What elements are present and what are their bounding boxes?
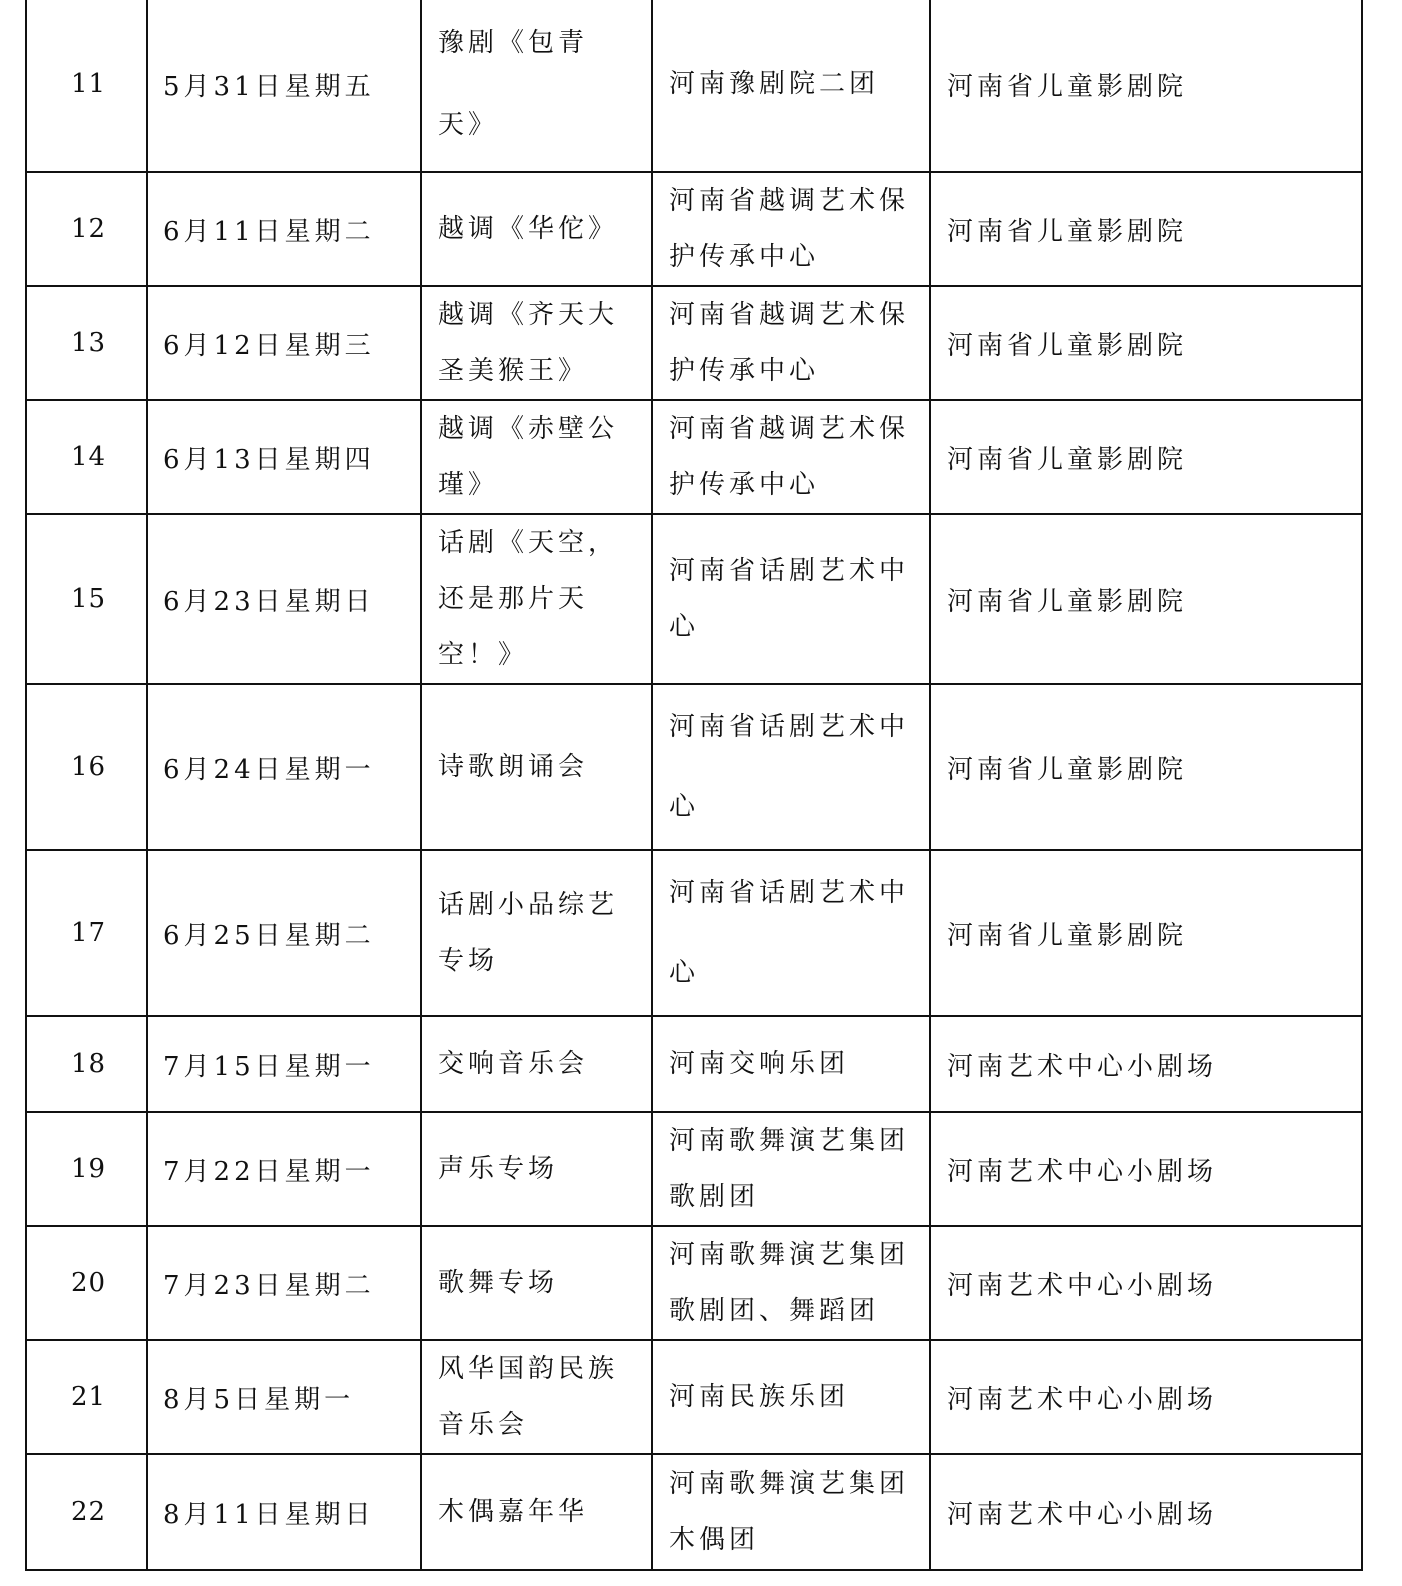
- row-number: 16: [26, 684, 147, 850]
- table-row: [26, 1226, 1362, 1340]
- troupe-name: 河南省越调艺术保 护传承中心: [652, 286, 930, 400]
- venue-name: 河南省儿童影剧院: [930, 850, 1362, 1016]
- row-number: 15: [26, 514, 147, 684]
- row-number: 21: [26, 1340, 147, 1454]
- row-number: 12: [26, 172, 147, 286]
- row-number: 17: [26, 850, 147, 1016]
- row-number: 22: [26, 1454, 147, 1570]
- program-name: 声乐专场: [421, 1112, 652, 1226]
- troupe-name: 河南交响乐团: [652, 1016, 930, 1112]
- venue-name: 河南省儿童影剧院: [930, 514, 1362, 684]
- table-row: [26, 684, 1362, 850]
- venue-name: 河南省儿童影剧院: [930, 172, 1362, 286]
- performance-date: 7月23日星期二: [147, 1226, 421, 1340]
- row-number: 20: [26, 1226, 147, 1340]
- program-name: 歌舞专场: [421, 1226, 652, 1340]
- troupe-name: 河南省话剧艺术中 心: [652, 684, 930, 850]
- performance-date: 6月13日星期四: [147, 400, 421, 514]
- troupe-name: 河南豫剧院二团: [652, 0, 930, 172]
- table-row: [26, 1016, 1362, 1112]
- performance-date: 7月15日星期一: [147, 1016, 421, 1112]
- table-row: [26, 514, 1362, 684]
- program-name: 话剧《天空， 还是那片天 空！》: [421, 514, 652, 684]
- performance-date: 6月11日星期二: [147, 172, 421, 286]
- row-number: 18: [26, 1016, 147, 1112]
- troupe-name: 河南省越调艺术保 护传承中心: [652, 172, 930, 286]
- venue-name: 河南省儿童影剧院: [930, 400, 1362, 514]
- venue-name: 河南艺术中心小剧场: [930, 1016, 1362, 1112]
- troupe-name: 河南省话剧艺术中 心: [652, 514, 930, 684]
- troupe-name: 河南歌舞演艺集团 歌剧团: [652, 1112, 930, 1226]
- program-name: 越调《赤壁公 瑾》: [421, 400, 652, 514]
- table-row: [26, 400, 1362, 514]
- table-row: [26, 1112, 1362, 1226]
- performance-schedule-table: [25, 0, 1363, 1571]
- performance-date: 6月12日星期三: [147, 286, 421, 400]
- performance-date: 8月11日星期日: [147, 1454, 421, 1570]
- program-name: 越调《华佗》: [421, 172, 652, 286]
- performance-date: 5月31日星期五: [147, 0, 421, 172]
- row-number: 13: [26, 286, 147, 400]
- program-name: 木偶嘉年华: [421, 1454, 652, 1570]
- venue-name: 河南省儿童影剧院: [930, 684, 1362, 850]
- venue-name: 河南省儿童影剧院: [930, 286, 1362, 400]
- program-name: 越调《齐天大 圣美猴王》: [421, 286, 652, 400]
- table-row: [26, 0, 1362, 172]
- performance-date: 7月22日星期一: [147, 1112, 421, 1226]
- table-row: [26, 1454, 1362, 1570]
- row-number: 19: [26, 1112, 147, 1226]
- venue-name: 河南艺术中心小剧场: [930, 1226, 1362, 1340]
- table-row: [26, 286, 1362, 400]
- performance-date: 6月24日星期一: [147, 684, 421, 850]
- venue-name: 河南艺术中心小剧场: [930, 1340, 1362, 1454]
- troupe-name: 河南歌舞演艺集团 歌剧团、舞蹈团: [652, 1226, 930, 1340]
- table-row: [26, 850, 1362, 1016]
- row-number: 11: [26, 0, 147, 172]
- program-name: 话剧小品综艺 专场: [421, 850, 652, 1016]
- program-name: 豫剧《包青 天》: [421, 0, 652, 172]
- venue-name: 河南艺术中心小剧场: [930, 1112, 1362, 1226]
- troupe-name: 河南省越调艺术保 护传承中心: [652, 400, 930, 514]
- performance-date: 6月23日星期日: [147, 514, 421, 684]
- performance-date: 6月25日星期二: [147, 850, 421, 1016]
- troupe-name: 河南歌舞演艺集团 木偶团: [652, 1454, 930, 1570]
- troupe-name: 河南民族乐团: [652, 1340, 930, 1454]
- table-row: [26, 1340, 1362, 1454]
- performance-date: 8月5日星期一: [147, 1340, 421, 1454]
- program-name: 诗歌朗诵会: [421, 684, 652, 850]
- venue-name: 河南省儿童影剧院: [930, 0, 1362, 172]
- program-name: 交响音乐会: [421, 1016, 652, 1112]
- program-name: 风华国韵民族 音乐会: [421, 1340, 652, 1454]
- row-number: 14: [26, 400, 147, 514]
- venue-name: 河南艺术中心小剧场: [930, 1454, 1362, 1570]
- troupe-name: 河南省话剧艺术中 心: [652, 850, 930, 1016]
- table-row: [26, 172, 1362, 286]
